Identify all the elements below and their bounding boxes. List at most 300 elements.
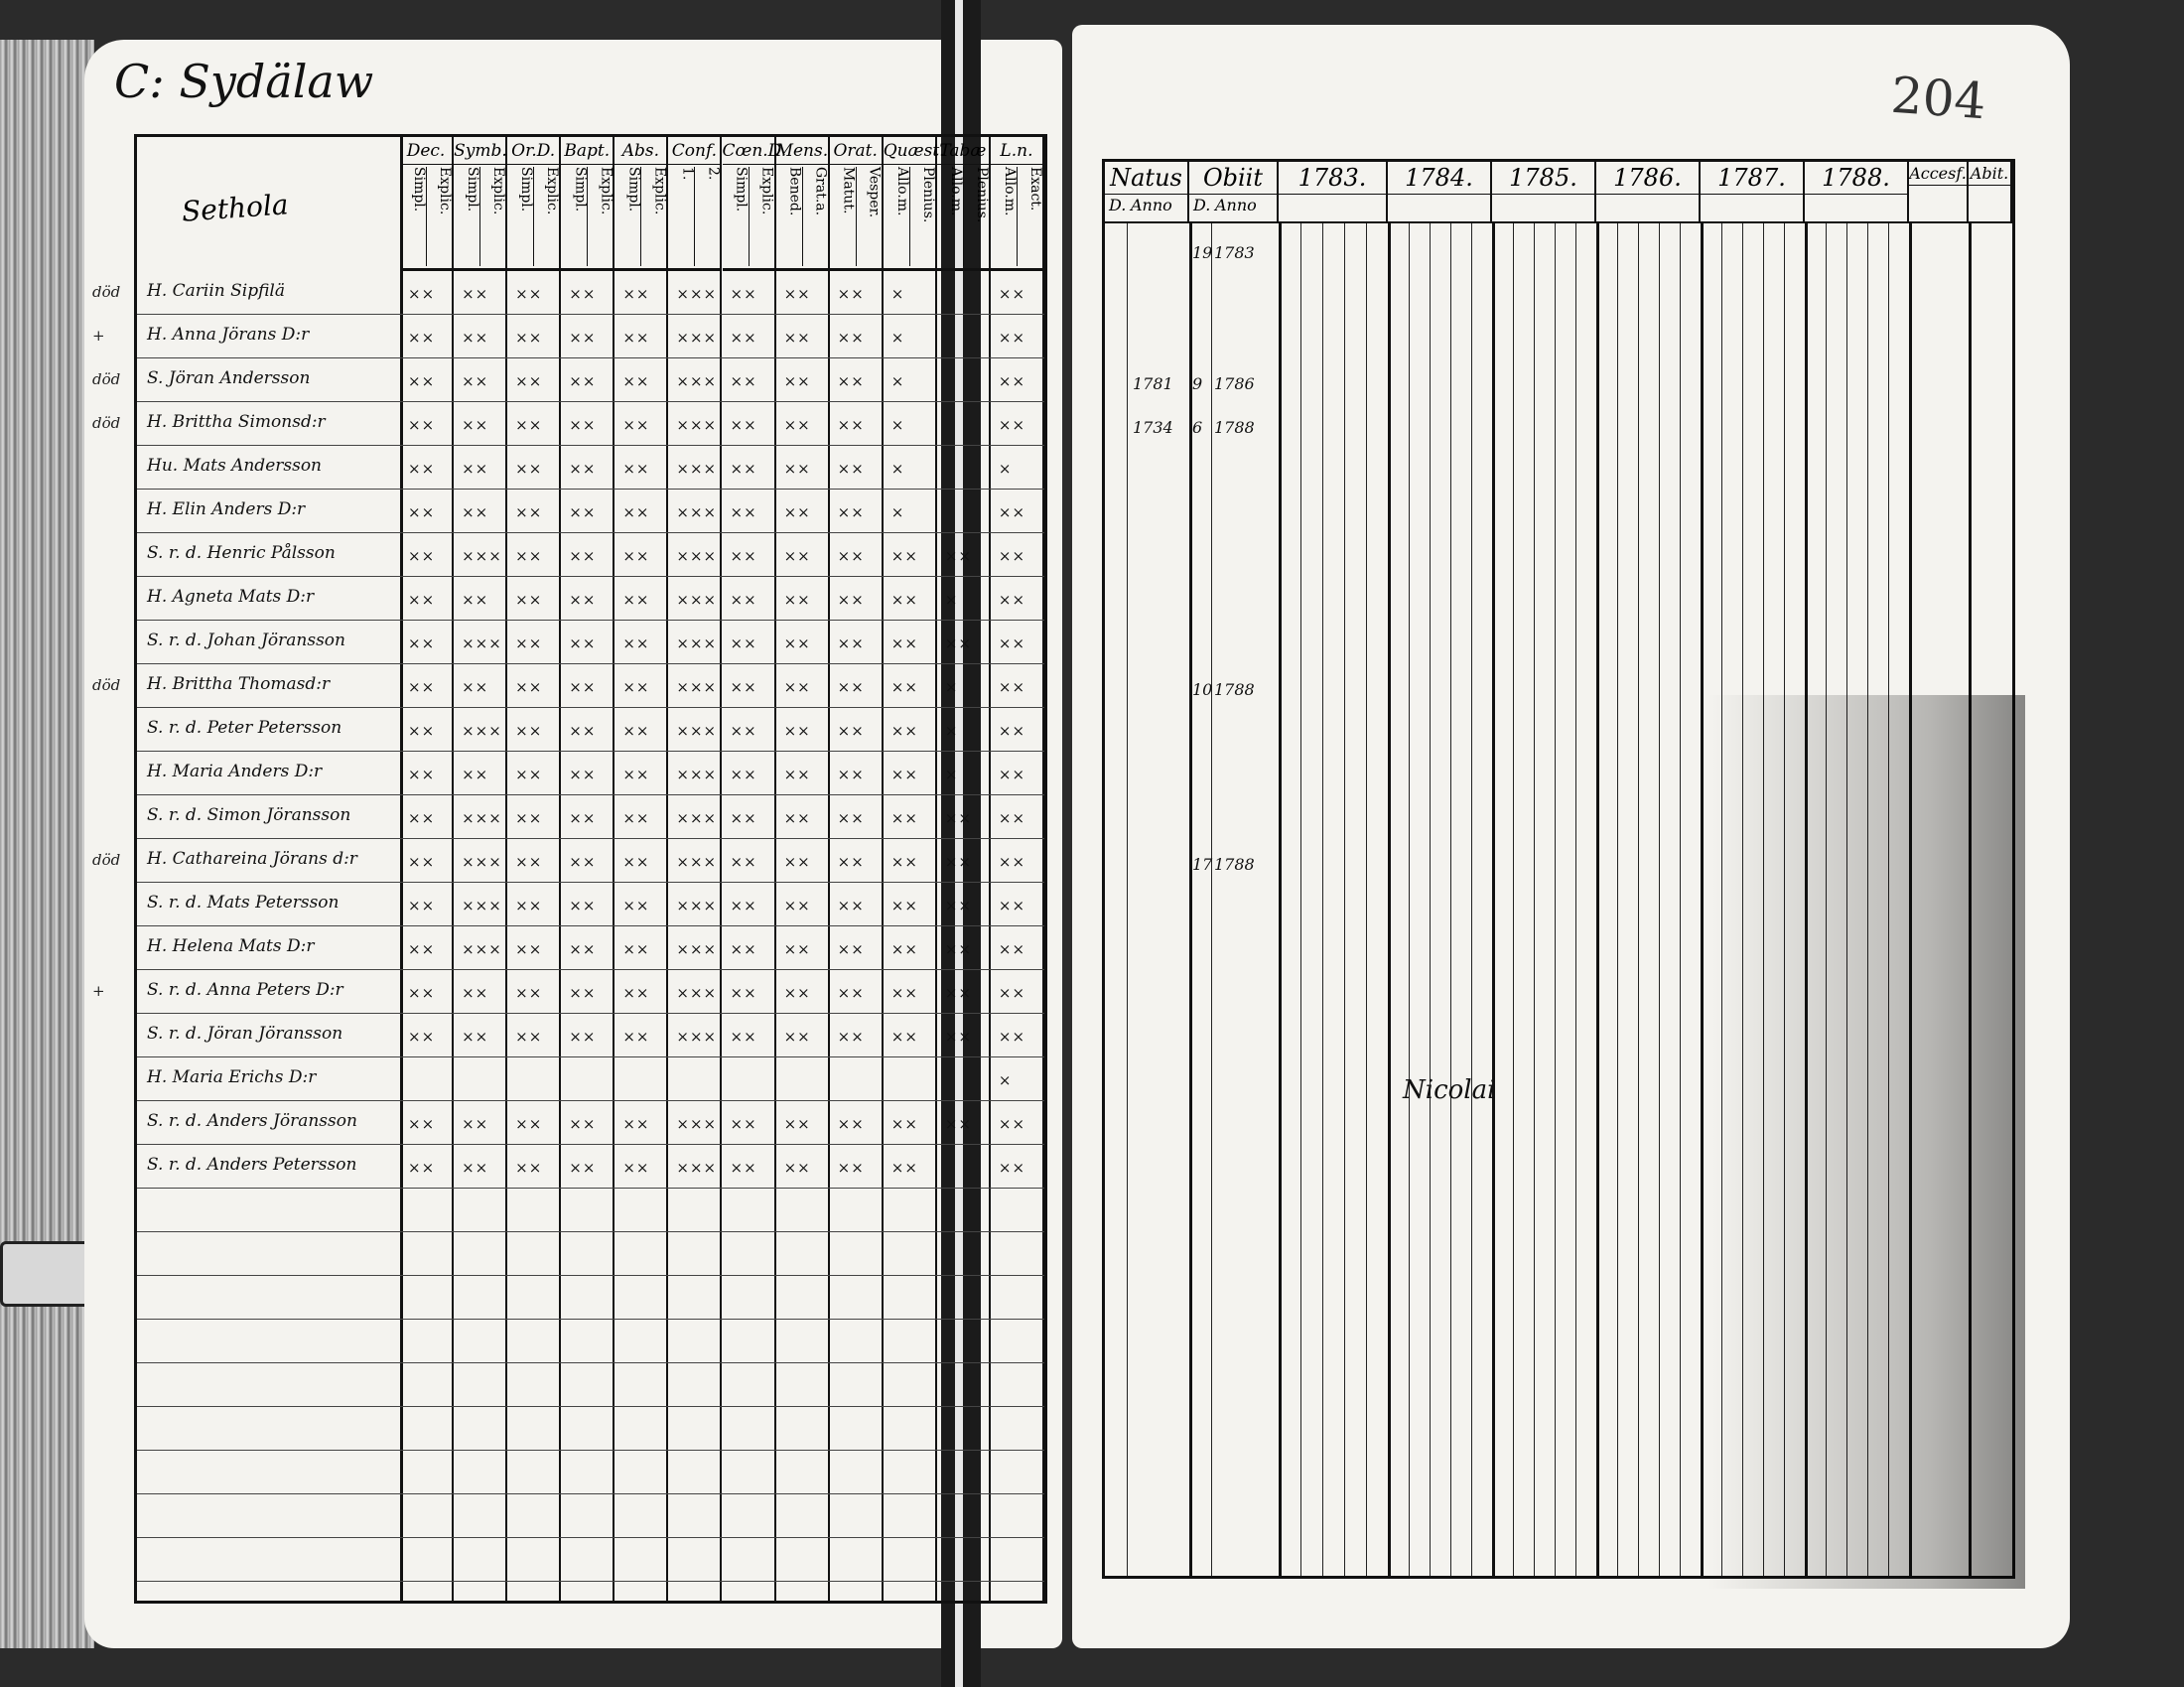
table-row bbox=[92, 402, 1044, 446]
score-mark: ×× bbox=[998, 722, 1026, 740]
score-mark: × bbox=[890, 372, 905, 390]
score-mark: ×× bbox=[408, 1159, 436, 1177]
column-header bbox=[561, 137, 613, 271]
column-header bbox=[614, 137, 666, 271]
person-name: H. Agneta Mats D:r bbox=[147, 587, 315, 607]
subcolumn-divider bbox=[1127, 223, 1128, 1576]
score-mark: ×× bbox=[730, 897, 757, 914]
person-name: H. Cathareina Jörans d:r bbox=[147, 849, 357, 869]
column-header bbox=[722, 137, 787, 271]
score-mark: ×× bbox=[462, 372, 489, 390]
person-name: H. Helena Mats D:r bbox=[147, 936, 315, 956]
table-row bbox=[92, 358, 1044, 402]
register-column-header bbox=[1492, 162, 1596, 223]
score-mark: ××× bbox=[462, 853, 502, 871]
score-mark: ×× bbox=[730, 722, 757, 740]
score-mark: ×× bbox=[837, 416, 865, 434]
subcolumn-divider bbox=[1513, 223, 1514, 1576]
score-mark: ×× bbox=[730, 984, 757, 1002]
score-mark: ×× bbox=[783, 897, 811, 914]
score-mark: ×× bbox=[462, 416, 489, 434]
subcolumn-divider bbox=[1300, 223, 1301, 1576]
margin-note: + bbox=[92, 982, 105, 1000]
person-name: Hu. Mats Andersson bbox=[147, 456, 323, 476]
table-row bbox=[92, 664, 1044, 708]
score-mark: ×× bbox=[998, 897, 1026, 914]
column-divider bbox=[1969, 223, 1972, 1576]
table-row bbox=[137, 1101, 1044, 1145]
column-subheader: 1. bbox=[679, 167, 696, 181]
score-mark: ×× bbox=[783, 853, 811, 871]
register-column-header bbox=[1969, 162, 2012, 223]
score-mark: ××× bbox=[676, 940, 718, 958]
column-subheader: 2. bbox=[694, 167, 720, 266]
table-row bbox=[137, 926, 1044, 970]
score-mark: ×× bbox=[783, 591, 811, 609]
score-mark: ×× bbox=[730, 460, 757, 478]
book-page-edges bbox=[0, 40, 94, 1648]
score-mark: ×× bbox=[569, 372, 597, 390]
score-mark: ××× bbox=[462, 809, 502, 827]
register-entry: 1734 bbox=[1133, 418, 1173, 437]
register-column-title: Accesf. bbox=[1909, 164, 1967, 186]
score-mark: ×× bbox=[998, 853, 1026, 871]
subcolumn-divider bbox=[1867, 223, 1868, 1576]
score-mark: ×× bbox=[515, 984, 543, 1002]
register-column-title: Abit. bbox=[1969, 164, 2010, 186]
subcolumn-divider bbox=[1450, 223, 1451, 1576]
subcolumn-divider bbox=[1680, 223, 1681, 1576]
score-mark: ×× bbox=[515, 372, 543, 390]
score-mark: ×× bbox=[462, 1028, 489, 1046]
score-mark: ×× bbox=[783, 809, 811, 827]
register-column-title: 1787. bbox=[1701, 164, 1803, 195]
score-mark: ×× bbox=[944, 853, 972, 871]
table-row bbox=[137, 577, 1044, 621]
score-mark: ×× bbox=[998, 329, 1026, 347]
score-mark: ×× bbox=[837, 984, 865, 1002]
person-name: H. Elin Anders D:r bbox=[147, 499, 306, 519]
subcolumn-divider bbox=[1211, 223, 1212, 1576]
register-entry: 10 bbox=[1192, 680, 1213, 699]
score-mark: ×× bbox=[515, 460, 543, 478]
subcolumn-divider bbox=[1659, 223, 1660, 1576]
margin-note: död bbox=[92, 283, 121, 301]
score-mark: ×× bbox=[998, 503, 1026, 521]
table-row bbox=[137, 533, 1044, 577]
margin-note: död bbox=[92, 370, 121, 388]
score-mark: ×× bbox=[783, 416, 811, 434]
score-mark: ×× bbox=[515, 547, 543, 565]
score-mark: ×× bbox=[730, 416, 757, 434]
column-subheader: Exact. bbox=[1017, 167, 1042, 266]
score-mark: ×× bbox=[569, 416, 597, 434]
subcolumn-divider bbox=[1826, 223, 1827, 1576]
score-mark: × bbox=[944, 722, 959, 740]
score-mark: ×× bbox=[622, 547, 650, 565]
score-mark: ×× bbox=[408, 547, 436, 565]
register-column-header bbox=[1805, 162, 1909, 223]
score-mark: ×× bbox=[998, 1159, 1026, 1177]
score-mark: ×× bbox=[569, 547, 597, 565]
score-mark: ×× bbox=[783, 678, 811, 696]
score-mark: × bbox=[998, 1071, 1013, 1089]
table-row bbox=[137, 795, 1044, 839]
score-mark: ×× bbox=[783, 547, 811, 565]
table-row bbox=[137, 446, 1044, 490]
score-mark: ×× bbox=[783, 285, 811, 303]
column-subheader: Explic. bbox=[749, 167, 774, 266]
table-row bbox=[137, 1014, 1044, 1057]
score-mark: ×× bbox=[890, 984, 918, 1002]
score-mark: ×× bbox=[569, 722, 597, 740]
table-row bbox=[137, 1232, 1044, 1276]
score-mark: ×× bbox=[890, 547, 918, 565]
score-mark: ×× bbox=[890, 1028, 918, 1046]
score-mark: ××× bbox=[676, 285, 718, 303]
score-mark: ×× bbox=[730, 591, 757, 609]
subcolumn-divider bbox=[1344, 223, 1345, 1576]
person-name: H. Cariin Sipfilä bbox=[147, 281, 286, 301]
score-mark: ×× bbox=[837, 1115, 865, 1133]
score-mark: ××× bbox=[462, 940, 502, 958]
score-mark: ×× bbox=[569, 1115, 597, 1133]
score-mark: ×× bbox=[890, 853, 918, 871]
score-mark: ×× bbox=[462, 766, 489, 783]
score-mark: ×× bbox=[622, 372, 650, 390]
table-rows bbox=[92, 271, 1044, 1582]
score-mark: ×× bbox=[944, 1115, 972, 1133]
score-mark: ×× bbox=[730, 329, 757, 347]
score-mark: ×× bbox=[515, 897, 543, 914]
table-row bbox=[137, 1494, 1044, 1538]
subcolumn-divider bbox=[1409, 223, 1410, 1576]
score-mark: ×× bbox=[408, 984, 436, 1002]
score-mark: ×× bbox=[622, 285, 650, 303]
column-subheader: Bened. bbox=[786, 167, 803, 216]
score-mark: ×× bbox=[998, 416, 1026, 434]
column-divider bbox=[1492, 223, 1495, 1576]
column-subheader: Simpl. bbox=[625, 167, 642, 212]
score-mark: ××× bbox=[676, 678, 718, 696]
column-header bbox=[668, 137, 720, 271]
score-mark: ×× bbox=[622, 940, 650, 958]
subcolumn-divider bbox=[1846, 223, 1847, 1576]
score-mark: ×× bbox=[998, 678, 1026, 696]
table-row bbox=[137, 1407, 1044, 1451]
score-mark: ×× bbox=[890, 809, 918, 827]
score-mark: ×× bbox=[783, 1028, 811, 1046]
score-mark: ×× bbox=[569, 503, 597, 521]
column-title: Or.D. bbox=[507, 141, 559, 165]
score-mark: ×× bbox=[783, 460, 811, 478]
score-mark: ×× bbox=[837, 766, 865, 783]
score-mark: ×× bbox=[944, 547, 972, 565]
register-column-title: 1784. bbox=[1388, 164, 1490, 195]
score-mark: ×× bbox=[730, 809, 757, 827]
score-mark: ×× bbox=[837, 460, 865, 478]
subcolumn-divider bbox=[1763, 223, 1764, 1576]
column-subheader: Simpl. bbox=[733, 167, 750, 212]
register-entry: 1786 bbox=[1214, 374, 1255, 393]
score-mark: ×× bbox=[408, 853, 436, 871]
subcolumn-divider bbox=[1638, 223, 1639, 1576]
score-mark: ×× bbox=[462, 503, 489, 521]
column-divider bbox=[1388, 223, 1391, 1576]
score-mark: ××× bbox=[676, 416, 718, 434]
score-mark: ×× bbox=[569, 634, 597, 652]
score-mark: ×× bbox=[569, 591, 597, 609]
score-mark: ×× bbox=[837, 591, 865, 609]
score-mark: ××× bbox=[676, 1115, 718, 1133]
score-mark: ××× bbox=[676, 722, 718, 740]
score-mark: ×× bbox=[569, 853, 597, 871]
score-mark: ×× bbox=[569, 809, 597, 827]
table-row bbox=[137, 1276, 1044, 1320]
register-subheader: D. bbox=[1109, 196, 1127, 214]
score-mark: ×× bbox=[515, 853, 543, 871]
column-subheader: Plenius. bbox=[909, 167, 935, 266]
score-mark: ×× bbox=[569, 940, 597, 958]
column-divider bbox=[1701, 223, 1704, 1576]
column-divider bbox=[1909, 223, 1912, 1576]
score-mark: ×× bbox=[998, 591, 1026, 609]
score-mark: ×× bbox=[944, 940, 972, 958]
score-mark: ×× bbox=[890, 678, 918, 696]
column-subheader: Explic. bbox=[587, 167, 613, 266]
score-mark: ××× bbox=[676, 372, 718, 390]
table-row bbox=[137, 1451, 1044, 1494]
score-mark: ×× bbox=[837, 329, 865, 347]
score-mark: ×× bbox=[783, 372, 811, 390]
score-mark: ×× bbox=[462, 329, 489, 347]
score-mark: ××× bbox=[676, 329, 718, 347]
register-entry: 1783 bbox=[1214, 243, 1255, 262]
table-row bbox=[92, 839, 1044, 883]
register-column-header bbox=[1105, 162, 1189, 223]
score-mark: ×× bbox=[622, 766, 650, 783]
score-mark: ×× bbox=[730, 547, 757, 565]
column-header bbox=[507, 137, 559, 271]
table-row bbox=[137, 1320, 1044, 1363]
score-mark: ×× bbox=[730, 1115, 757, 1133]
score-mark: ×× bbox=[408, 460, 436, 478]
column-title: Abs. bbox=[614, 141, 666, 165]
score-mark: ×× bbox=[569, 1028, 597, 1046]
margin-note: död bbox=[92, 851, 121, 869]
register-column-title: 1785. bbox=[1492, 164, 1594, 195]
register-column-header bbox=[1909, 162, 1969, 223]
score-mark: × bbox=[890, 503, 905, 521]
score-mark: ×× bbox=[462, 678, 489, 696]
score-mark: ×× bbox=[408, 809, 436, 827]
score-mark: ×× bbox=[462, 591, 489, 609]
score-mark: ×× bbox=[515, 1159, 543, 1177]
score-mark: ×× bbox=[515, 1028, 543, 1046]
score-mark: ×× bbox=[622, 634, 650, 652]
column-header bbox=[776, 137, 828, 271]
score-mark: ×× bbox=[408, 503, 436, 521]
column-header bbox=[454, 137, 505, 271]
score-mark: ×× bbox=[515, 329, 543, 347]
score-mark: ×× bbox=[783, 1159, 811, 1177]
score-mark: ×× bbox=[998, 634, 1026, 652]
table-row bbox=[137, 708, 1044, 752]
table-row bbox=[137, 1057, 1044, 1101]
person-name: S. r. d. Johan Jöransson bbox=[147, 631, 345, 650]
subcolumn-divider bbox=[1534, 223, 1535, 1576]
score-mark: × bbox=[890, 416, 905, 434]
table-row bbox=[137, 752, 1044, 795]
score-mark: ×× bbox=[730, 372, 757, 390]
score-mark: ×× bbox=[998, 547, 1026, 565]
score-mark: ×× bbox=[730, 853, 757, 871]
column-subheader: Simpl. bbox=[465, 167, 481, 212]
score-mark: ×× bbox=[783, 1115, 811, 1133]
score-mark: ×× bbox=[730, 940, 757, 958]
score-mark: ××× bbox=[676, 634, 718, 652]
score-mark: ×× bbox=[569, 897, 597, 914]
column-header bbox=[883, 137, 945, 271]
score-mark: ×× bbox=[569, 329, 597, 347]
score-mark: ×× bbox=[462, 1159, 489, 1177]
register-entry: 19 bbox=[1192, 243, 1213, 262]
person-name: S. r. d. Jöran Jöransson bbox=[147, 1024, 343, 1044]
register-column-header bbox=[1388, 162, 1492, 223]
score-mark: ×× bbox=[890, 722, 918, 740]
score-mark: ×× bbox=[783, 634, 811, 652]
score-mark: ×× bbox=[622, 1159, 650, 1177]
score-mark: ××× bbox=[676, 547, 718, 565]
register-entry: 9 bbox=[1192, 374, 1203, 393]
column-subheader: Plenius. bbox=[963, 167, 989, 266]
score-mark: ×× bbox=[783, 940, 811, 958]
left-page-title: C: Sydälaw bbox=[114, 55, 374, 108]
column-title: Quæst. bbox=[884, 141, 935, 165]
score-mark: ×× bbox=[622, 591, 650, 609]
score-mark: ××× bbox=[462, 634, 502, 652]
subcolumn-divider bbox=[1430, 223, 1431, 1576]
score-mark: ××× bbox=[676, 809, 718, 827]
score-mark: × bbox=[890, 285, 905, 303]
score-mark: ××× bbox=[462, 897, 502, 914]
score-mark: ×× bbox=[515, 766, 543, 783]
column-subheader: Matut. bbox=[840, 167, 857, 214]
score-mark: ×× bbox=[730, 1159, 757, 1177]
score-mark: ×× bbox=[730, 634, 757, 652]
score-mark: ×× bbox=[837, 809, 865, 827]
column-subheader: Explic. bbox=[479, 167, 505, 266]
score-mark: ×× bbox=[569, 1159, 597, 1177]
score-mark: ×× bbox=[622, 460, 650, 478]
score-mark: ×× bbox=[515, 809, 543, 827]
score-mark: ×× bbox=[462, 460, 489, 478]
table-row bbox=[137, 621, 1044, 664]
score-mark: × bbox=[998, 460, 1013, 478]
column-divider bbox=[1805, 223, 1808, 1576]
register-column-title: 1788. bbox=[1805, 164, 1907, 195]
register-entry: 1788 bbox=[1214, 680, 1255, 699]
score-mark: ×× bbox=[837, 1028, 865, 1046]
score-mark: ×× bbox=[515, 285, 543, 303]
score-mark: ×× bbox=[890, 1159, 918, 1177]
score-mark: × bbox=[944, 678, 959, 696]
register-column-title: 1786. bbox=[1596, 164, 1699, 195]
column-header bbox=[830, 137, 882, 271]
score-mark: ××× bbox=[676, 897, 718, 914]
subcolumn-divider bbox=[1575, 223, 1576, 1576]
column-subheader: Explic. bbox=[640, 167, 666, 266]
score-mark: ××× bbox=[676, 1028, 718, 1046]
column-subheader: Simpl. bbox=[411, 167, 428, 212]
table-row bbox=[137, 1189, 1044, 1232]
score-mark: ×× bbox=[837, 722, 865, 740]
score-mark: ×× bbox=[408, 372, 436, 390]
table-row bbox=[137, 883, 1044, 926]
register-entry: 1788 bbox=[1214, 855, 1255, 874]
column-subheader: Grat.a. bbox=[802, 167, 828, 266]
score-mark: ×× bbox=[622, 809, 650, 827]
score-mark: ×× bbox=[837, 1159, 865, 1177]
column-header bbox=[991, 137, 1042, 271]
score-mark: ×× bbox=[622, 329, 650, 347]
column-title: Bapt. bbox=[561, 141, 613, 165]
score-mark: ××× bbox=[676, 503, 718, 521]
column-title: Dec. bbox=[400, 141, 452, 165]
column-title: Cœn.D. bbox=[723, 141, 774, 165]
score-mark: ×× bbox=[515, 678, 543, 696]
score-mark: ×× bbox=[890, 1115, 918, 1133]
score-mark: ×× bbox=[890, 766, 918, 783]
score-mark: ×× bbox=[515, 1115, 543, 1133]
score-mark: ×× bbox=[515, 591, 543, 609]
score-mark: × bbox=[890, 329, 905, 347]
score-mark: ××× bbox=[676, 984, 718, 1002]
margin-note: död bbox=[92, 414, 121, 432]
subcolumn-divider bbox=[1322, 223, 1323, 1576]
table-row bbox=[137, 1538, 1044, 1582]
column-subheader: Explic. bbox=[533, 167, 559, 266]
column-title: Orat. bbox=[830, 141, 882, 165]
score-mark: ×× bbox=[998, 1115, 1026, 1133]
score-mark: ×× bbox=[408, 285, 436, 303]
column-subheader: Vesper. bbox=[856, 167, 882, 266]
score-mark: ×× bbox=[837, 940, 865, 958]
register-column-header bbox=[1189, 162, 1279, 223]
column-subheader: Allo.m. bbox=[1001, 167, 1018, 216]
register-subheader: D. bbox=[1193, 196, 1211, 214]
score-mark: ×× bbox=[408, 766, 436, 783]
margin-note: + bbox=[92, 327, 105, 345]
score-mark: ×× bbox=[998, 766, 1026, 783]
person-name: S. r. d. Anders Petersson bbox=[147, 1155, 357, 1175]
column-subheader: Allo.m. bbox=[947, 167, 964, 216]
score-mark: ×× bbox=[998, 809, 1026, 827]
table-row bbox=[137, 1363, 1044, 1407]
score-mark: ×× bbox=[569, 285, 597, 303]
register-subheader: Anno bbox=[1215, 196, 1257, 214]
score-mark: ×× bbox=[944, 1028, 972, 1046]
score-mark: ×× bbox=[408, 897, 436, 914]
score-mark: ×× bbox=[837, 372, 865, 390]
table-row bbox=[92, 970, 1044, 1014]
score-mark: ×× bbox=[408, 1115, 436, 1133]
column-subheader: Allo.m. bbox=[893, 167, 910, 216]
score-mark: ×× bbox=[408, 591, 436, 609]
column-title: Mens. bbox=[776, 141, 828, 165]
score-mark: ×× bbox=[783, 766, 811, 783]
score-mark: ×× bbox=[569, 766, 597, 783]
